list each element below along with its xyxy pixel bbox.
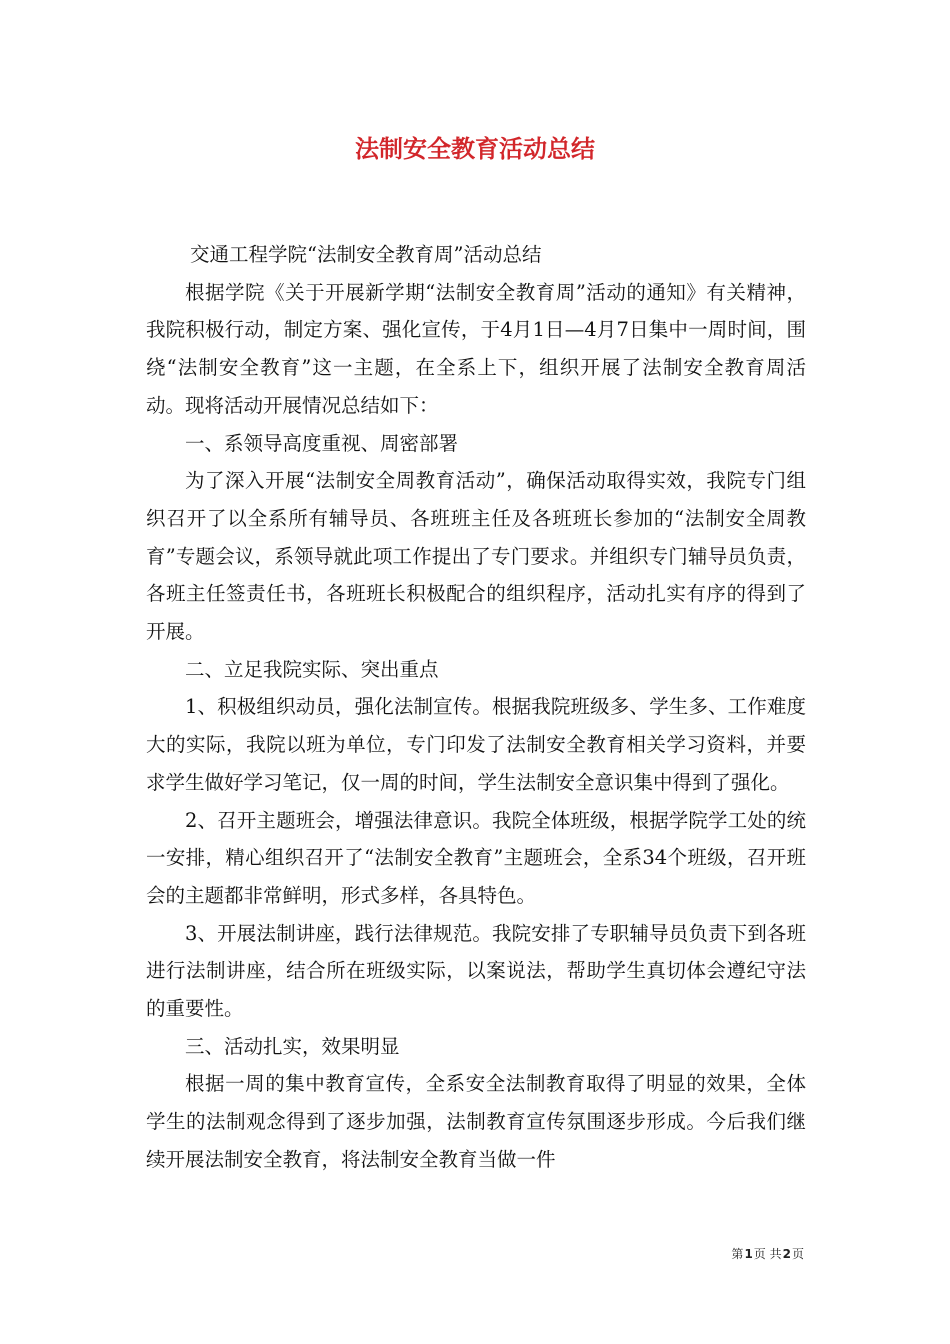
paragraph-item-3: 3、开展法制讲座，践行法律规范。我院安排了专职辅导员负责下到各班进行法制讲座，结合所在班级实际，以案说法，帮助学生真切体会遵纪守法的重要性。 [146, 921, 806, 1021]
section-heading-3: 三、活动扎实，效果明显 [185, 1034, 400, 1058]
paragraph-section-3: 根据一周的集中教育宣传，全系安全法制教育取得了明显的效果，全体学生的法制观念得到了逐步加强，法制教育宣传氛围逐步形成。今后我们继续开展法制安全教育，将法制安全教育当做一件 [146, 1072, 806, 1171]
total-page-number: 2 [782, 1247, 791, 1261]
paragraph-section-1: 为了深入开展“法制安全周教育活动”，确保活动取得实效，我院专门组织召开了以全系所有辅导员、各班班主任及各班班长参加的“法制安全周教育”专题会议，系领导就此项工作提出了专门要求。并组织专门辅导员负责，各班主任签责任书，各班班长积极配合的组织程序，活动扎实有序的得到了开展。 [146, 469, 806, 644]
section-heading-2: 二、立足我院实际、突出重点 [185, 657, 439, 681]
paragraph-item-1: 1、积极组织动员，强化法制宣传。根据我院班级多、学生多、工作难度大的实际，我院以班为单位，专门印发了法制安全教育相关学习资料，并要求学生做好学习笔记，仅一周的时间，学生法制安全意识集中得到了强化。 [146, 695, 806, 794]
document-title: 法制安全教育活动总结 [355, 134, 595, 163]
section-heading-1: 一、系领导高度重视、周密部署 [185, 431, 459, 455]
page-footer [731, 1246, 804, 1262]
footer-middle: 页 共 [753, 1247, 782, 1261]
current-page-number: 1 [744, 1247, 753, 1261]
footer-suffix: 页 [791, 1247, 804, 1261]
paragraph-item-2: 2、召开主题班会，增强法律意识。我院全体班级，根据学院学工处的统一安排，精心组织召开了“法制安全教育”主题班会，全系34个班级，召开班会的主题都非常鲜明，形式多样，各具特色。 [146, 808, 806, 907]
footer-prefix: 第 [731, 1247, 744, 1261]
paragraph-intro: 根据学院《关于开展新学期“法制安全教育周”活动的通知》有关精神，我院积极行动，制定方案、强化宣传，于4月1日—4月7日集中一周时间，围绕“法制安全教育”这一主题，在全系上下，组织开展了法制安全教育周活动。现将活动开展情况总结如下： [146, 280, 806, 417]
document-body [146, 236, 806, 1179]
document-subtitle: 交通工程学院“法制安全教育周”活动总结 [190, 243, 542, 266]
